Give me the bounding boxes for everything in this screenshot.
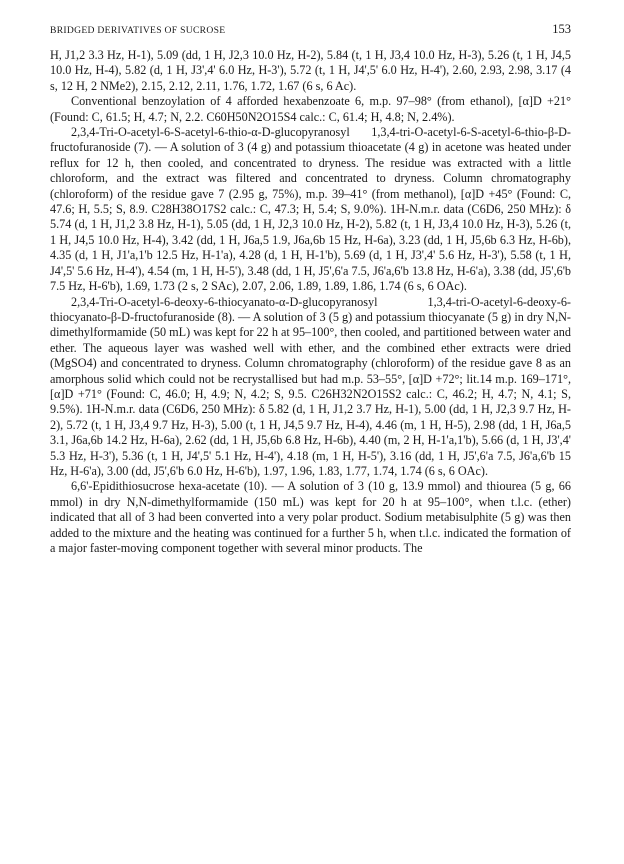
paragraph-nmr-data-continued: H, J1,2 3.3 Hz, H-1), 5.09 (dd, 1 H, J2,3 10.0 Hz, H-2), 5.84 (t, 1 H, J3,4 10.0 Hz, H-3), 5.26 (t, 1 H, J4,5 10.0 Hz, H-4), 5.82 (d, 1 H, J3',4' 6.0 Hz, H-3'), 5.72 (t, 1 H, J4',5' 6.0 Hz, H-4'), 2.60, 2.93, 2.98, 3.17 (4 s, 12 H, 2 NMe2), 2.15, 2.12, 2.11, 1.76, 1.72, 1.67 (6 s, 6 Ac). bbox=[50, 48, 571, 93]
paragraph-compound-7: 2,3,4-Tri-O-acetyl-6-S-acetyl-6-thio-α-D-glucopyranosyl 1,3,4-tri-O-acetyl-6-S-acetyl-6-thio-β-D-fructofuranoside (7). — A solution of 3 (4 g) and potassium thioacetate (4 g) in acetone was heated under reflux for 12 h, then cooled, and concentrated to dryness. The residue was extracted with a little chloroform, and the extract was filtered and concentrated to dryness. Column chromatography (chloroform) of the residue gave 7 (2.95 g, 75%), m.p. 39–41° (from methanol), [α]D +45° (Found: C, 47.6; H, 5.5; S, 8.9. C28H38O17S2 calc.: C, 47.3; H, 5.4; S, 9.0%). 1H-N.m.r. data (C6D6, 250 MHz): δ 5.74 (d, 1 H, J1,2 3.8 Hz, H-1), 5.05 (dd, 1 H, J2,3 10.0 Hz, H-2), 5.82 (t, 1 H, J3,4 10.0 Hz, H-3), 5.26 (t, 1 H, J4,5 10.0 Hz, H-4), 3.42 (dd, 1 H, J6a,5 1.9, J6a,6b 15 Hz, H-6a), 3.23 (dd, 1 H, J5,6b 6.3 Hz, H-6b), 4.35 (d, 1 H, J1'a,1'b 12.5 Hz, H-1'a), 4.28 (d, 1 H, H-1'b), 5.69 (d, 1 H, J3',4' 5.6 Hz, H-3'), 5.58 (t, 1 H, J4',5' 5.6 Hz, H-4'), 4.54 (m, 1 H, H-5'), 3.48 (dd, 1 H, J5',6'a 7.5, J6'a,6'b 13.8 Hz, H-6'a), 3.38 (dd, J5',6'b 7.5 Hz, H-6'b), 1.69, 1.73 (2 s, 2 SAc), 2.07, 2.06, 1.89, 1.89, 1.86, 1.74 (6 s, 6 OAc). bbox=[50, 125, 571, 294]
paragraph-benzoylation: Conventional benzoylation of 4 afforded hexabenzoate 6, m.p. 97–98° (from ethanol), [α]D +21° (Found: C, 61.5; H, 4.7; N, 2.2. C60H50N2O15S4 calc.: C, 61.4; H, 4.8; N, 2.4%). bbox=[50, 94, 571, 124]
page-number: 153 bbox=[552, 22, 571, 36]
paragraph-compound-8: 2,3,4-Tri-O-acetyl-6-deoxy-6-thiocyanato-α-D-glucopyranosyl 1,3,4-tri-O-acetyl-6-deoxy-6-thiocyanato-β-D-fructofuranoside (8). — A solution of 3 (5 g) and potassium thiocyanate (5 g) in dry N,N-dimethylformamide (50 mL) was kept for 22 h at 95–100°, then cooled, and partitioned between water and ether. The aqueous layer was washed well with ether, and the combined ether extracts were dried (MgSO4) and concentrated to dryness. Column chromatography (chloroform) of the residue gave 8 as an amorphous solid which could not be recrystallised but had m.p. 53–55°, [α]D +72°; lit.14 m.p. 169–171°, [α]D +71° (Found: C, 46.0; H, 4.9; N, 4.2; S, 9.5. C26H32N2O15S2 calc.: C, 46.2; H, 4.7; N, 4.1; S, 9.5%). 1H-N.m.r. data (C6D6, 250 MHz): δ 5.82 (d, 1 H, J1,2 3.7 Hz, H-1), 5.00 (dd, 1 H, J2,3 9.7 Hz, H-2), 5.72 (t, 1 H, J3,4 9.7 Hz, H-3), 5.00 (t, 1 H, J4,5 9.7 Hz, H-4), 4.46 (m, 1 H, H-5), 2.98 (dd, 1 H, J6a,5 3.1, J6a,6b 14.2 Hz, H-6a), 2.62 (dd, 1 H, J5,6b 6.8 Hz, H-6b), 4.40 (m, 2 H, H-1'a,1'b), 5.66 (d, 1 H, J3',4' 5.3 Hz, H-3'), 5.36 (t, 1 H, J4',5' 5.1 Hz, H-4'), 4.18 (m, 1 H, H-5'), 3.16 (dd, 1 H, J5',6'a 7.5, J6'a,6'b 15 Hz, H-6'a), 3.00 (dd, J5',6'b 6.0 Hz, H-6'b), 1.97, 1.96, 1.83, 1.77, 1.74, 1.74 (6 s, 6 OAc). bbox=[50, 294, 571, 478]
paragraph-compound-10: 6,6'-Epidithiosucrose hexa-acetate (10). — A solution of 3 (10 g, 13.9 mmol) and thiourea (5 g, 66 mmol) in dry N,N-dimethylformamide (150 mL) was kept for 20 h at 95–100°, when t.l.c. (ether) indicated that all of 3 had been converted into a very polar product. Sodium metabisulphite (5 g) was then added to the mixture and the heating was continued for a further 5 h, when t.l.c. indicated the formation of a major faster-moving component together with several minor products. The bbox=[50, 479, 571, 555]
running-title: BRIDGED DERIVATIVES OF SUCROSE bbox=[50, 25, 226, 36]
journal-page bbox=[50, 22, 571, 556]
running-header bbox=[50, 22, 571, 37]
